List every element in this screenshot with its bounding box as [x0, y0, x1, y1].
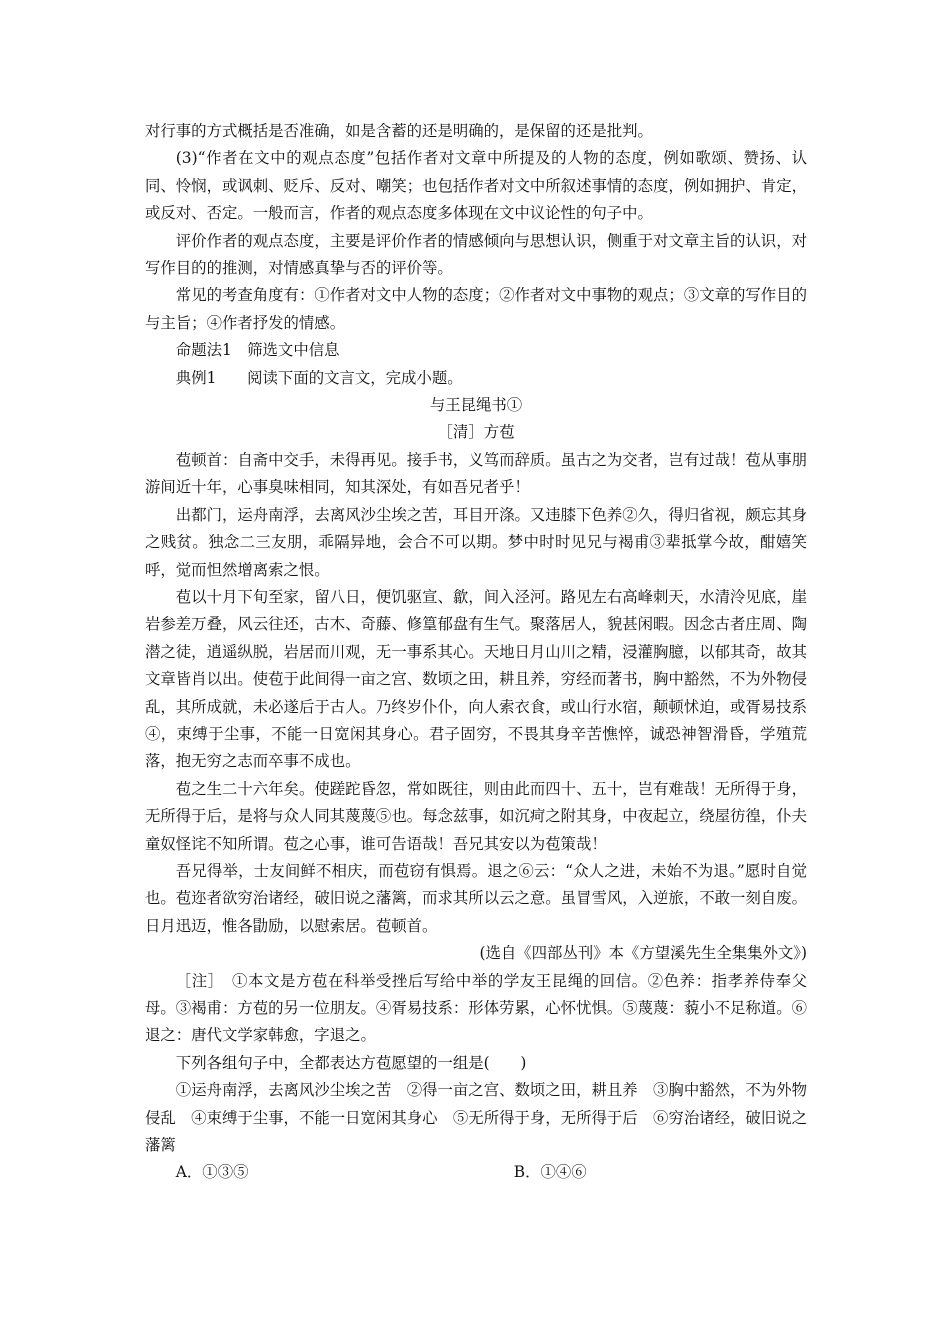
article-paragraph: 苞之生二十六年矣。使蹉跎昏忽，常如既往，则由此而四十、五十，岂有难哉！无所得于身，无所得于后，是将与众人同其蔑蔑⑤也。每念兹事，如沉疴之附其身，中夜起立，绕屋彷徨，仆夫童奴怪诧不知所谓。苞之心事，谁可告语哉！吾兄其安以为苞策哉！ — [145, 779, 807, 853]
method-heading: 命题法1 筛选文中信息 — [175, 341, 340, 360]
choice-a[interactable]: A．①③⑤ — [175, 1163, 249, 1182]
article-paragraph: 吾兄得举，士友间鲜不相庆，而苞窃有惧焉。退之⑥云：“众人之进，未始不为退。”愿时自觉也。苞迩者欲穷治诸经，破旧说之藩篱，而求其所以云之意。虽冒雪风，入逆旅，不敢一刻自废。日月迅迈，惟各勖励，以慰索居。苞顿首。 — [145, 861, 807, 935]
article-notes: ［注］ ①本文是方苞在科举受挫后写给中举的学友王昆绳的回信。②色养：指孝养侍奉父母。③褐甫：方苞的另一位朋友。④胥易技系：形体劳累，心怀忧惧。⑤蔑蔑：藐小不足称道。⑥退之：唐代文学家韩愈，字退之。 — [145, 971, 807, 1045]
article-author: ［清］方苞 — [437, 423, 515, 442]
question-items: ①运舟南浮，去离风沙尘埃之苦 ②得一亩之宫、数顷之田，耕且养 ③胸中豁然，不为外物侵乱 ④束缚于尘事，不能一日宽闲其身心 ⑤无所得于身，无所得于后 ⑥穷治诸经，破旧说之藩篱 — [145, 1081, 807, 1155]
paragraph-evaluation: 评价作者的观点态度，主要是评价作者的情感倾向与思想认识，侧重于对文章主旨的认识，对写作目的的推测，对情感真挚与否的评价等。 — [145, 231, 807, 278]
paragraph-angles: 常见的考查角度有：①作者对文中人物的态度；②作者对文中事物的观点；③文章的写作目的与主旨；④作者抒发的情感。 — [145, 286, 807, 332]
article-paragraph: 苞顿首：自斋中交手，未得再见。接手书，义笃而辞质。虽古之为交者，岂有过哉！苞从事朋游间近十年，心事臭味相同，知其深处，有如吾兄者乎！ — [145, 450, 807, 497]
question-stem: 下列各组句子中，全都表达方苞愿望的一组是( ) — [175, 1053, 527, 1072]
article-title: 与王昆绳书① — [429, 396, 523, 415]
choice-b[interactable]: B．①④⑥ — [513, 1163, 587, 1182]
answer-choices — [145, 1159, 807, 1186]
paragraph-viewpoint-definition: (3)“作者在文中的观点态度”包括作者对文章中所提及的人物的态度，例如歌颂、赞扬、认同、怜悯，或讽刺、贬斥、反对、嘲笑；也包括作者对文中所叙述事情的态度，例如拥护、肯定，或反对、否定。一般而言，作者的观点态度多体现在文中议论性的句子中。 — [145, 149, 807, 223]
article-paragraph: 苞以十月下旬至家，留八日，便饥驱宣、歙，间入泾河。路见左右高峰刺天，水清泠见底，崖岩参差万叠，风云往还，古木、奇藤、修篁郁盘有生气。聚落居人，貌甚闲暇。因念古者庄周、陶潜之徒，逍遥纵脱，岩居而川观，无一事系其心。天地日月山川之精，浸灌胸臆，以郁其奇，故其文章皆肖以出。使苞于此间得一亩之宫、数顷之田，耕且养，穷经而著书，胸中豁然，不为外物侵乱，其所成就，未必遂后于古人。乃终岁仆仆，向人索衣食，或山行水宿，颠顿怵迫，或胥易技系④，束缚于尘事，不能一日宽闲其身心。君子固穷，不畏其身辛苦憔悴，诚恐神智滑昏，学殖荒落，抱无穷之志而卒事不成也。 — [145, 587, 807, 771]
article-paragraph: 出都门，运舟南浮，去离风沙尘埃之苦，耳目开涤。又违膝下色养②久，得归省视，颇忘其身之贱贫。独念二三友朋，乖隔异地，会合不可以期。梦中时时见兄与褐甫③辈抵掌今故，酣嬉笑呼，觉而怛然增离索之恨。 — [145, 505, 807, 579]
example-heading: 典例1 阅读下面的文言文，完成小题。 — [175, 368, 463, 387]
paragraph-intro: 对行事的方式概括是否准确，如是含蓄的还是明确的，是保留的还是批判。 — [145, 122, 653, 140]
document-page — [145, 118, 807, 1187]
article-source: (选自《四部丛刊》本《方望溪先生全集集外文》) — [479, 944, 807, 963]
